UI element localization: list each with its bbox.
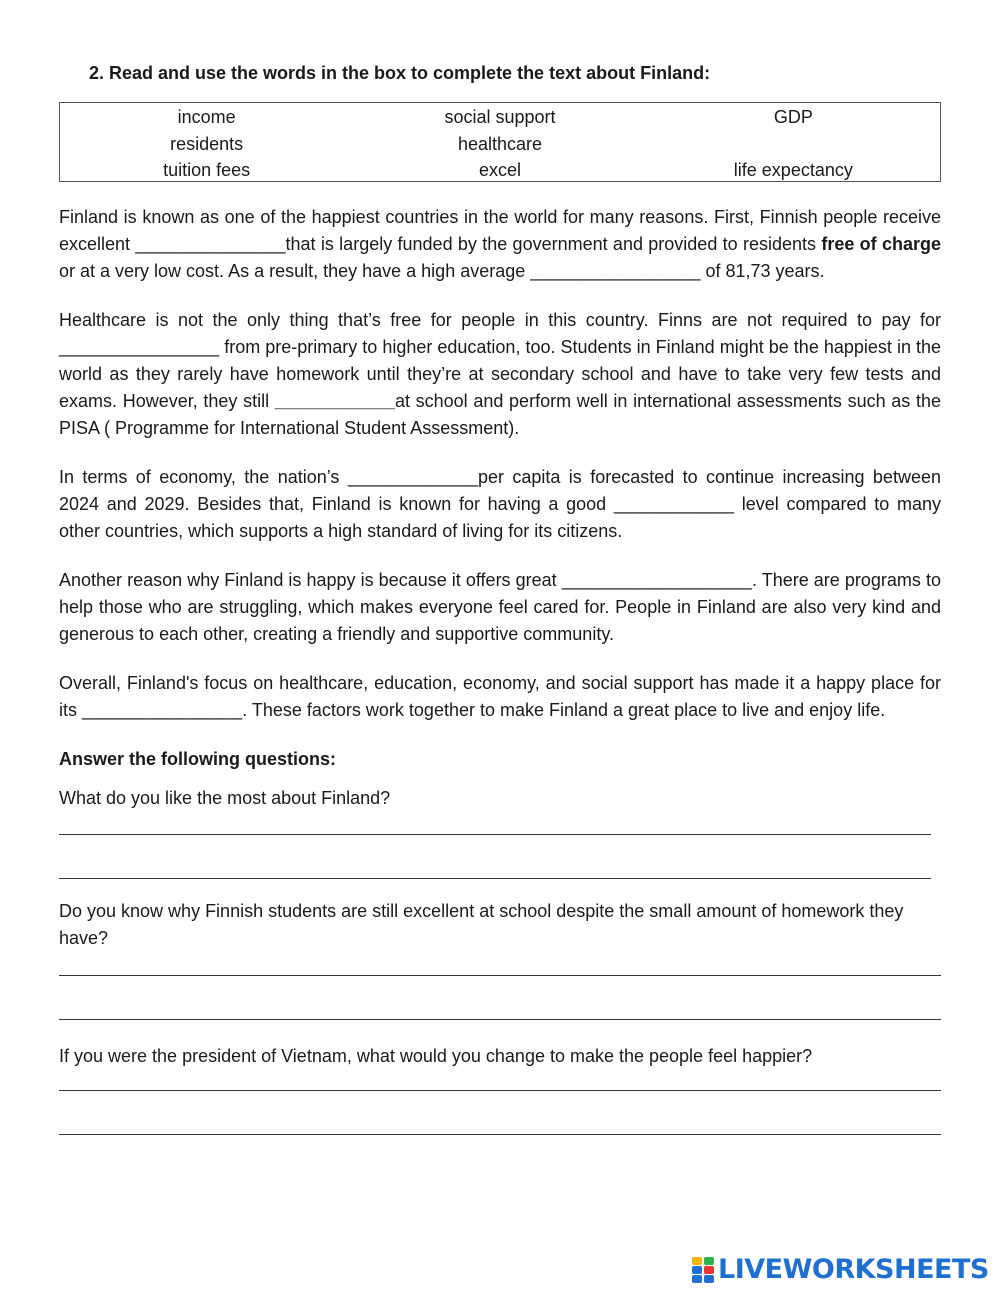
questions-heading: Answer the following questions: (59, 749, 337, 769)
question-3: If you were the president of Vietnam, what would you change to make the people feel happier? (59, 1046, 813, 1066)
paragraph-healthcare (59, 204, 941, 285)
answer-line-1a[interactable] (59, 833, 931, 835)
gap-blank-3[interactable]: ________________ (59, 337, 220, 357)
word-box-item: GDP (773, 107, 813, 127)
word-box-item (647, 131, 940, 158)
paragraph-economy (59, 464, 941, 545)
question-2: Do you know why Finnish students are still excellent at school despite the small amount of homework they have? (59, 901, 904, 948)
word-box-item: social support (444, 107, 556, 127)
paragraph-overall (59, 670, 941, 724)
answer-line-3a[interactable] (59, 1089, 941, 1091)
word-box (59, 102, 941, 182)
word-box-item: residents (170, 133, 244, 154)
gap-blank-4[interactable]: ____________ (274, 391, 395, 411)
answer-line-2a[interactable] (59, 974, 941, 976)
question-1: What do you like the most about Finland? (59, 788, 391, 808)
text-span: or at a very low cost. As a result, they have a high average (59, 261, 531, 281)
bold-phrase: free of charge (821, 234, 941, 254)
liveworksheets-logo (692, 1255, 989, 1285)
gap-blank-6[interactable]: ____________ (613, 494, 735, 514)
paragraph-education (59, 307, 941, 442)
answer-line-3b[interactable] (59, 1133, 941, 1135)
answer-line-2b[interactable] (59, 1018, 941, 1020)
text-span: from pre-primary to higher education, too. Students in Finland might be the happiest in the world as they rarely have homework until they’re at secondary school and have to take very few tests and exams. However, they still (59, 337, 941, 411)
text-span: Finland is known as one of the happiest countries in the world for many reasons. First, Finnish people receive excellent (59, 207, 941, 254)
text-span: Healthcare is not the only thing that’s free for people in this country. Finns are not required to pay for (59, 310, 941, 330)
text-span: Another reason why Finland is happy is because it offers great (59, 570, 562, 590)
gap-blank-2[interactable]: _________________ (530, 261, 701, 281)
exercise-heading: 2. Read and use the words in the box to complete the text about Finland: (89, 63, 711, 83)
word-box-item: tuition fees (163, 160, 251, 180)
gap-blank-1[interactable]: _______________ (135, 234, 286, 254)
gap-blank-7[interactable]: ___________________ (561, 570, 752, 590)
gap-blank-5[interactable]: _____________ (347, 467, 478, 487)
worksheet-page (59, 60, 941, 1135)
word-box-item: life expectancy (733, 160, 853, 180)
text-span: that is largely funded by the government and provided to residents (285, 234, 822, 254)
word-box-item: income (177, 107, 236, 127)
gap-blank-8[interactable]: ________________ (82, 700, 243, 720)
liveworksheets-logo-icon (692, 1257, 714, 1283)
answer-line-1b[interactable] (59, 877, 931, 879)
liveworksheets-logo-text: LIVEWORKSHEETS (718, 1254, 989, 1285)
text-span: of 81,73 years. (700, 261, 825, 281)
text-span: level compared to many other countries, which supports a high standard of living for its citizens. (59, 494, 941, 541)
text-span: per capita is forecasted to continue increasing between 2024 and 2029. Besides that, Finland is known for having a good (59, 467, 941, 514)
word-box-item: excel (478, 160, 521, 180)
text-span: . These factors work together to make Finland a great place to live and enjoy life. (242, 700, 886, 720)
text-span: . There are programs to help those who are struggling, which makes everyone feel cared for. People in Finland are also very kind and generous to each other, creating a friendly and supportive community. (59, 570, 941, 644)
text-span: Overall, Finland's focus on healthcare, education, economy, and social support has made it a happy place for its (59, 673, 941, 720)
text-span: In terms of economy, the nation’s (59, 467, 348, 487)
paragraph-social-support (59, 567, 941, 648)
text-span: at school and perform well in international assessments such as the PISA ( Programme for International Student Assessment). (59, 391, 942, 438)
word-box-item: healthcare (457, 133, 543, 154)
